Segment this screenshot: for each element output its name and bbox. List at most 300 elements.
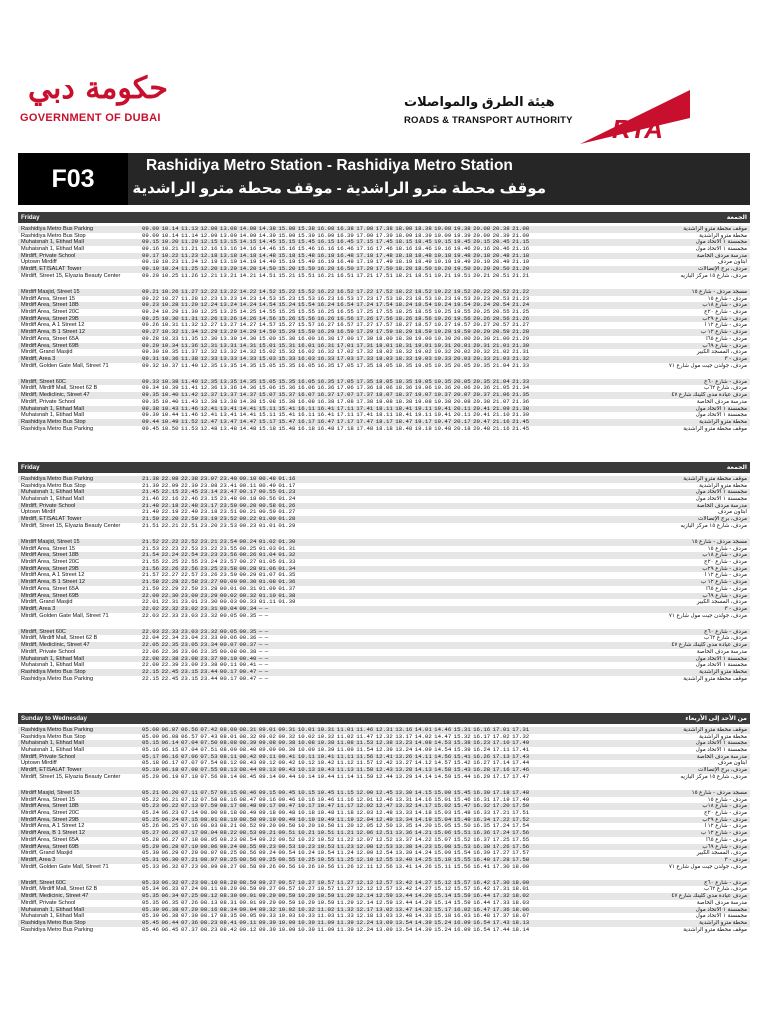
stop-name-english: Mirdiff, Street 15, Elyazia Beauty Center <box>21 773 121 780</box>
stop-name-arabic: مردف - شارع ١٨ب <box>702 552 747 559</box>
stop-name-english: Mirdiff, Golden Gate Mall, Street 71 <box>21 863 109 870</box>
departure-times: 05.28 06.27 07.18 08.05 08.23 08.54 09.22 09.52 10.22 10.52 11.22 12.07 12.52 13.37 14.22 15.07 15.52 16.37 17.25 17.55 <box>142 835 530 843</box>
section-header <box>18 462 750 473</box>
schedule-section <box>18 212 750 432</box>
stop-name-english: Mirdiff Area, Street 65A <box>21 335 79 342</box>
stop-name-english: Muhaisnah 1, Etihad Mall <box>21 239 84 246</box>
table-row <box>18 669 750 676</box>
departure-times: 09.39 10.44 11.46 12.41 13.41 14.41 15.11 15.41 16.11 16.41 17.11 17.41 18.11 18.41 19.11 19.41 20.11 20.41 21.10 21.39 <box>142 411 530 419</box>
stop-name-arabic: مردف - شارع ١٢ أ <box>704 572 747 579</box>
table-row <box>18 566 750 573</box>
stop-name-english: Mirdiff, Mediclinic, Street 47 <box>21 392 90 399</box>
table-row <box>18 579 750 586</box>
stop-name-arabic: موقف محطة مترو الراشدية <box>683 675 747 682</box>
departure-times: 05.35 06.35 07.26 08.13 08.31 09.01 09.29 09.59 10.29 10.59 11.29 12.14 12.59 13.44 14.29 15.14 15.59 16.44 17.33 18.03 <box>142 898 530 906</box>
table-row <box>18 656 750 663</box>
stop-name-arabic: مردف - ٣ <box>724 856 747 863</box>
rta-name-arabic: هيئة الطرق والمواصلات <box>404 94 555 109</box>
departure-times: 22.05 22.35 23.05 23.34 00.07 00.37 — — <box>142 641 269 649</box>
stop-name-arabic: مردف - شارع ٦٠ج <box>704 378 747 385</box>
stop-name-arabic: مردف، شارع ٦٢ب <box>703 385 747 392</box>
rta-logo-icon <box>574 88 690 144</box>
stop-name-arabic: مسجد مردف - شارع ١٥ <box>691 790 747 796</box>
table-row <box>18 572 750 579</box>
table-row <box>18 559 750 566</box>
stop-name-english: Mirdiff Masjid, Street 15 <box>21 539 80 545</box>
rta-logo-block <box>404 88 764 148</box>
stop-name-arabic: مردف، شارع ٦٢ب <box>703 635 747 642</box>
departure-times: 21.39 22.09 22.39 23.08 23.41 00.11 00.49 01.17 <box>142 481 296 489</box>
departure-times: 05.19 06.18 07.08 07.55 08.13 08.44 09.13 09.43 10.13 10.43 11.13 11.58 12.43 13.28 14.13 14.58 15.43 16.28 17.16 17.46 <box>142 766 530 774</box>
stop-name-arabic: مجمسنة ١ الاتحاد مول <box>695 489 747 496</box>
stop-name-english: Mirdiff, Mirdiff Mall, Street 62 B <box>21 886 98 893</box>
stop-name-arabic: مردف - شارع ٦٥أ <box>706 335 747 342</box>
stop-name-arabic: مردف - شارع ١٨ب <box>702 803 747 810</box>
stop-name-arabic: مردف - شارع ٢٩ب <box>702 565 747 572</box>
stop-name-arabic: مردف، شارع ١٥ مركز اليازيه <box>680 773 747 780</box>
stop-name-english: Mirdiff Area, Street 20C <box>21 309 80 316</box>
stop-name-arabic: مردف - شارع ٦٩ب <box>702 592 747 599</box>
stop-name-arabic: موقف محطة مترو الراشدية <box>683 476 747 482</box>
departure-times: 09.19 10.24 11.25 12.20 13.20 14.20 14.50 15.20 15.50 16.20 16.50 17.20 17.50 18.20 18.50 19.20 19.50 20.20 20.50 21.20 <box>142 265 530 273</box>
departure-times: 09.30 10.35 11.37 12.32 13.32 14.32 15.02 15.32 16.02 16.32 17.02 17.32 18.02 18.32 19.02 19.32 20.02 20.32 21.02 21.31 <box>142 348 530 356</box>
section-label-arabic: الجمعة <box>726 213 747 221</box>
stop-name-english: Mirdiff Area, A 1 Street 12 <box>21 322 85 329</box>
table-row <box>18 489 750 496</box>
departure-times: 22.15 22.45 23.15 23.44 00.17 00.47 — — <box>142 667 269 675</box>
stop-name-arabic: موقف محطة مترو الراشدية <box>683 926 747 933</box>
table-row <box>18 516 750 523</box>
stop-name-english: Mirdiff, Street 60C <box>21 879 66 886</box>
rta-logo-text: RTA <box>612 114 664 144</box>
table-row <box>18 676 750 683</box>
stop-name-english: Mirdiff, Mediclinic, Street 47 <box>21 642 90 649</box>
departure-times: 22.08 22.38 23.08 23.37 00.10 00.40 — — <box>142 654 269 662</box>
departure-times: 09.16 10.21 11.21 12.16 13.16 14.16 14.46 15.16 15.46 16.16 16.46 17.16 17.46 18.16 18.46 19.16 19.46 20.16 20.46 21.16 <box>142 245 530 253</box>
stop-name-arabic: مردف - شارع ٦٩ب <box>702 843 747 850</box>
departure-times: 05.21 06.20 07.11 07.57 08.15 08.46 09.15 09.45 10.15 10.45 11.15 12.00 12.45 13.30 14.15 15.00 15.45 16.30 17.18 17.48 <box>142 789 530 796</box>
table-row <box>18 426 750 433</box>
stop-name-english: Mirdiff, ETISALAT Tower <box>21 266 82 273</box>
section-label-english: Friday <box>21 213 40 221</box>
stop-name-english: Muhaisnah 1, Etihad Mall <box>21 405 84 412</box>
stop-name-english: Mirdiff, Private School <box>21 398 76 405</box>
departure-times: 05.31 06.30 07.21 08.07 08.25 08.56 09.25 09.55 10.25 10.55 11.25 12.10 12.55 13.40 14.25 15.10 15.55 16.40 17.28 17.58 <box>142 855 530 863</box>
departure-times: 09.27 10.32 11.34 12.29 13.29 14.29 14.59 15.29 15.59 16.29 16.59 17.29 17.59 18.29 18.59 19.29 19.59 20.29 20.59 21.28 <box>142 328 530 336</box>
stop-name-english: Mirdiff, Private School <box>21 648 76 655</box>
stop-name-english: Mirdiff Area, Street 69B <box>21 843 79 850</box>
stop-name-english: Mirdiff, Street 60C <box>21 378 66 385</box>
stop-name-english: Mirdiff Area, Street 29B <box>21 816 79 823</box>
stop-name-arabic: مسجد مردف - شارع ١٥ <box>691 289 747 295</box>
departure-times: 09.09 10.14 11.14 12.09 13.09 14.09 14.39 15.09 15.39 16.09 16.39 17.09 17.39 18.09 18.39 19.09 19.39 20.09 20.39 21.09 <box>142 231 530 239</box>
departure-times: 09.28 10.33 11.35 12.30 13.30 14.30 15.00 15.30 16.00 16.30 17.00 17.30 18.00 18.30 19.00 19.30 20.00 20.30 21.00 21.29 <box>142 334 530 342</box>
table-row <box>18 483 750 490</box>
departure-times: 05.27 06.26 07.17 08.04 08.22 08.53 09.21 09.51 10.21 10.51 11.21 12.06 12.51 13.36 14.21 15.06 15.51 16.36 17.24 17.56 <box>142 829 530 837</box>
section-header <box>18 713 750 724</box>
route-title-band <box>18 153 750 205</box>
departure-times: 21.58 22.28 22.58 23.27 00.00 00.30 01.08 01.36 <box>142 578 296 586</box>
stop-name-arabic: مردف، جولدن جيت مول شارع ٧١ <box>668 362 747 369</box>
stop-name-arabic: مردف، برج الإتصالات <box>698 767 747 774</box>
departure-times: 05.24 06.23 07.14 08.00 08.18 08.49 09.18 09.48 10.18 10.48 11.18 12.03 12.48 13.33 14.18 15.03 15.48 16.33 17.21 17.51 <box>142 809 530 817</box>
departure-times: 09.38 10.43 11.46 12.41 13.41 14.41 15.11 15.41 16.11 16.41 17.11 17.41 18.11 18.41 19.11 19.41 20.11 20.41 21.09 21.38 <box>142 404 530 412</box>
stop-name-arabic: مردف - شارع ٦٩ب <box>702 342 747 349</box>
stop-name-arabic: مجمسنة ١ الاتحاد مول <box>695 906 747 913</box>
departure-times: 05.25 06.24 07.15 08.01 08.19 08.50 09.19 09.49 10.19 10.49 11.19 12.04 12.49 13.34 14.19 15.04 15.49 16.34 17.22 17.52 <box>142 815 530 823</box>
stop-name-english: Mirdiff, Medicinic, Street 47 <box>21 893 89 900</box>
table-row <box>18 662 750 669</box>
departure-times: 05.39 06.38 07.29 08.16 08.34 09.04 09.32 10.02 10.32 11.02 11.32 12.17 13.02 13.47 14.32 15.17 16.02 16.47 17.36 18.06 <box>142 905 530 913</box>
stop-name-english: Mirdiff, Street 15, Elyazia Beauty Center <box>21 272 121 279</box>
stop-name-arabic: مردف - شارع ٦٠ج <box>704 879 747 886</box>
stop-name-english: Rashidiya Metro Bus Stop <box>21 232 86 239</box>
table-row <box>18 635 750 642</box>
stop-name-english: Uptown Mirdiff <box>21 760 57 767</box>
stop-name-arabic: أبتاون مردف <box>717 760 747 767</box>
stop-name-english: Muhaisnah 1, Etihad Mall <box>21 913 84 920</box>
departure-times: 21.52 22.22 22.52 23.21 23.54 00.24 01.02 01.30 <box>142 538 296 545</box>
stop-name-arabic: محطة مترو الراشدية <box>699 418 747 425</box>
table-row <box>18 586 750 593</box>
departure-times: 05.20 06.19 07.10 07.56 08.14 08.45 09.14 09.44 10.14 10.44 11.14 11.59 12.44 13.29 14.14 14.59 15.44 16.29 17.17 17.47 <box>142 772 530 780</box>
stop-name-english: Mirdiff, Golden Gate Mall, Street 71 <box>21 362 109 369</box>
route-title-arabic: موقف محطة مترو الراشدية - موقف محطة مترو الراشدية <box>132 180 546 197</box>
stop-name-arabic: مدرسة مردف الخاصة <box>696 899 747 906</box>
stop-name-arabic: مردف - شارع ٦٠ج <box>704 628 747 635</box>
stop-name-arabic: مجمسنة ١ الاتحاد مول <box>695 747 747 754</box>
departure-times: 09.35 10.40 11.43 12.38 13.38 14.38 15.08 15.38 16.08 16.38 17.08 17.38 18.08 18.38 19.08 19.38 20.08 20.38 21.07 21.36 <box>142 397 530 405</box>
stop-name-arabic: مردف، شارع ٦٢ب <box>703 886 747 893</box>
table-row <box>18 642 750 649</box>
table-row <box>18 476 750 483</box>
stop-name-arabic: مردف - ٣ <box>724 355 747 362</box>
stop-name-english: Rashidiya Metro Bus Stop <box>21 733 86 740</box>
departure-times: 05.46 06.45 07.37 08.23 08.42 09.12 09.39 10.09 10.39 11.09 11.39 12.24 13.09 13.54 14.39 15.24 16.09 16.54 17.44 18.14 <box>142 925 530 933</box>
table-row <box>18 523 750 536</box>
table-row <box>18 503 750 510</box>
departure-times: 09.20 10.25 11.26 12.21 13.21 14.21 14.51 15.21 15.51 16.21 16.51 17.21 17.51 18.21 18.51 19.21 19.51 20.21 20.51 21.21 <box>142 271 530 279</box>
stop-name-arabic: أبتاون مردف <box>717 509 747 516</box>
table-row <box>18 606 750 613</box>
departure-times: 05.45 06.44 07.36 08.23 08.41 09.11 09.39 10.09 10.39 11.09 11.39 12.24 13.09 13.54 14.39 15.24 16.09 16.54 17.43 18.13 <box>142 918 530 926</box>
stop-name-english: Mirdiff Area, Street 65A <box>21 836 79 843</box>
table-row <box>18 864 750 877</box>
stop-name-english: Mirdiff Area, Street 65A <box>21 585 79 592</box>
departure-times: 22.00 22.30 23.00 23.29 00.02 00.32 01.10 01.38 <box>142 591 296 599</box>
departure-times: 09.15 10.20 11.20 12.15 13.15 14.15 14.45 15.15 15.45 16.15 16.45 17.15 17.45 18.15 18.45 19.15 19.45 20.15 20.45 21.15 <box>142 238 530 246</box>
stop-name-arabic: مجمسنة ١ الاتحاد مول <box>695 496 747 503</box>
section-label-arabic: من الأحد إلى الأربعاء <box>685 714 747 722</box>
stop-name-english: Mirdiff, Grand Masjid <box>21 599 73 606</box>
departure-times: 05.23 06.22 07.13 07.59 08.17 08.48 09.17 09.47 10.17 10.47 11.17 12.02 12.47 13.32 14.17 15.02 15.47 16.32 17.20 17.50 <box>142 802 530 810</box>
stop-name-english: Mirdiff, Private School <box>21 252 76 259</box>
stop-name-arabic: مردف - شارع ١٨ب <box>702 302 747 309</box>
stop-name-arabic: مجمسنة ١ الاتحاد مول <box>695 913 747 920</box>
stop-name-english: Rashidiya Metro Bus Stop <box>21 919 86 926</box>
stop-name-english: Mirdiff, Grand Masjid <box>21 850 73 857</box>
departure-times: 21.57 22.27 22.57 23.26 23.59 00.29 01.07 01.35 <box>142 571 296 579</box>
departure-times: 22.01 22.31 23.01 23.30 00.03 00.33 01.11 01.39 <box>142 598 296 606</box>
departure-times: 21.50 22.20 22.50 23.19 23.52 00.22 01.00 01.28 <box>142 515 296 523</box>
stop-name-english: Mirdiff Area, B 1 Street 12 <box>21 329 85 336</box>
departure-times: 09.23 10.28 11.29 12.24 13.24 14.24 14.54 15.24 15.54 16.24 16.54 17.24 17.54 18.24 18.54 19.24 19.54 20.24 20.54 21.24 <box>142 301 530 309</box>
stop-name-english: Mirdiff Area, A 1 Street 12 <box>21 572 85 579</box>
departure-times: 05.26 06.25 07.16 08.03 08.21 08.52 09.20 09.50 10.20 10.50 11.20 12.05 12.50 13.35 14.20 15.05 15.50 16.35 17.24 17.54 <box>142 822 530 830</box>
table-row <box>18 363 750 376</box>
departure-times: 09.18 10.23 11.24 12.19 13.19 14.19 14.49 15.19 15.49 16.19 16.49 17.19 17.49 18.19 18.49 19.19 19.49 20.19 20.49 21.19 <box>142 258 530 266</box>
stop-name-arabic: مردف - شارع ١٥ <box>707 295 747 302</box>
stop-name-english: Mirdiff Area, Street 29B <box>21 565 79 572</box>
stop-name-english: Mirdiff Area, Street 20C <box>21 559 80 566</box>
departure-times: 09.34 10.39 11.41 12.36 13.36 14.36 15.06 15.36 16.06 16.36 17.06 17.36 18.06 18.36 19.06 19.36 20.06 20.36 21.05 21.34 <box>142 384 530 392</box>
stop-name-arabic: موقف محطة مترو الراشدية <box>683 425 747 432</box>
stop-name-arabic: مردف - شارع ٢٠ج <box>704 810 747 817</box>
stop-name-arabic: مجمسنة ١ الاتحاد مول <box>695 662 747 669</box>
stop-name-arabic: مردف، برج الإتصالات <box>698 516 747 523</box>
stop-name-arabic: مردف، جولدن جيت مول شارع ٧١ <box>668 863 747 870</box>
stop-name-english: Mirdiff, ETISALAT Tower <box>21 516 82 523</box>
table-row <box>18 539 750 546</box>
table-row <box>18 509 750 516</box>
stop-name-arabic: مجمسنة ١ الاتحاد مول <box>695 405 747 412</box>
departure-times: 22.02 22.32 23.02 23.31 00.04 00.34 — — <box>142 604 269 612</box>
departure-times: 22.15 22.45 23.15 23.44 00.17 00.47 — — <box>142 674 269 682</box>
stop-name-english: Rashidiya Metro Bus Parking <box>21 675 94 682</box>
stop-name-arabic: مردف - شارع ١٢ أ <box>704 823 747 830</box>
stop-name-english: Muhaisnah 1, Etihad Mall <box>21 662 84 669</box>
table-row <box>18 629 750 636</box>
stop-name-english: Mirdiff Area, Street 15 <box>21 796 75 803</box>
stop-name-arabic: مردف - شارع ٢٩ب <box>702 315 747 322</box>
stop-name-english: Mirdiff Area, B 1 Street 12 <box>21 579 85 586</box>
departure-times: 09.22 10.27 11.28 12.23 13.23 14.23 14.53 15.23 15.53 16.23 16.53 17.23 17.53 18.23 18.53 19.23 19.53 20.23 20.53 21.23 <box>142 294 530 302</box>
stop-name-english: Muhaisnah 1, Etihad Mall <box>21 496 84 503</box>
table-row <box>18 613 750 626</box>
stop-name-arabic: مردف، شارع ١٥ مركز اليازيه <box>680 272 747 279</box>
stop-name-arabic: مردف - ٣ <box>724 605 747 612</box>
stop-name-arabic: مردف - شارع ١٥ <box>707 796 747 803</box>
departure-times: 05.08 06.07 06.56 07.42 08.00 08.31 09.01 09.31 10.01 10.31 11.01 11.46 12.31 13.16 14.01 14.46 15.31 16.16 17.01 17.31 <box>142 726 530 733</box>
stop-name-english: Rashidiya Metro Bus Parking <box>21 926 94 933</box>
stop-name-arabic: مدرسة مردف الخاصة <box>696 648 747 655</box>
departure-times: 09.24 10.29 11.30 12.25 13.25 14.25 14.55 15.25 15.55 16.25 16.55 17.25 17.55 18.25 18.55 19.25 19.55 20.25 20.55 21.25 <box>142 308 530 316</box>
section-label-arabic: الجمعة <box>726 463 747 471</box>
departure-times: 09.09 10.14 11.13 12.08 13.08 14.08 14.38 15.08 15.38 16.08 16.38 17.08 17.38 18.08 18.38 19.08 19.38 20.08 20.38 21.08 <box>142 225 530 232</box>
stop-name-arabic: مردف، جولدن جيت مول شارع ٧١ <box>668 612 747 619</box>
gov-logo-arabic: حكومة دبي <box>28 71 168 106</box>
stop-name-arabic: مردف عيادة مدي كلينك شارع ٤٧ <box>671 893 747 900</box>
departure-times: 21.46 22.16 22.46 23.15 23.48 00.18 00.56 01.24 <box>142 495 296 503</box>
stop-name-english: Mirdiff, Mirdiff Mall, Street 62 B <box>21 385 98 392</box>
departure-times: 21.51 22.21 22.51 23.20 23.53 00.23 01.01 01.29 <box>142 521 296 529</box>
stop-name-arabic: مجمسنة ١ الاتحاد مول <box>695 246 747 253</box>
departure-times: 05.30 06.29 07.20 08.07 08.25 08.56 09.24 09.54 10.24 10.54 11.24 12.09 12.54 13.39 14.24 15.09 15.54 16.39 17.27 17.57 <box>142 849 530 857</box>
departure-times: 22.03 22.33 23.03 23.32 00.05 00.35 — — <box>142 627 269 635</box>
stop-name-arabic: مردف، المسجد الكبير <box>696 599 747 606</box>
stop-name-arabic: مردف - شارع ٦٥أ <box>706 836 747 843</box>
stop-name-arabic: محطة مترو الراشدية <box>699 919 747 926</box>
stop-name-english: Muhaisnah 1, Etihad Mall <box>21 906 84 913</box>
stop-name-english: Mirdiff Area, Street 15 <box>21 295 75 302</box>
stop-name-english: Rashidiya Metro Bus Parking <box>21 476 94 482</box>
departure-times: 21.56 22.26 22.56 23.25 23.58 00.28 01.06 01.34 <box>142 564 296 572</box>
stop-name-english: Mirdiff, Golden Gate Mall, Street 71 <box>21 612 109 619</box>
departure-times: 05.09 06.08 06.57 07.43 08.01 08.32 09.02 09.32 10.02 10.32 11.02 11.47 12.32 13.17 14.02 14.47 15.32 16.17 17.02 17.32 <box>142 732 530 740</box>
stop-name-english: Uptown Mirdif <box>21 509 56 516</box>
stop-name-arabic: محطة مترو الراشدية <box>699 232 747 239</box>
stop-name-english: Rashidiya Metro Bus Stop <box>21 482 86 489</box>
departure-times: 21.49 22.19 22.49 23.18 23.51 00.21 00.59 01.27 <box>142 508 296 516</box>
departure-times: 05.39 06.38 07.30 08.17 08.35 09.05 09.33 10.03 10.33 11.03 11.33 12.18 13.03 13.48 14.33 15.18 16.03 16.48 17.37 18.07 <box>142 912 530 920</box>
stop-name-arabic: مدرسة مردف الخاصة <box>696 252 747 259</box>
stop-name-arabic: محطة مترو الراشدية <box>699 482 747 489</box>
departure-times: 05.33 06.32 07.23 08.09 08.27 08.58 09.26 09.56 10.26 10.56 11.26 12.11 12.56 13.41 14.26 15.11 15.56 16.41 17.30 18.00 <box>142 862 530 870</box>
stop-name-english: Muhaisnah 1, Etihad Mall <box>21 655 84 662</box>
departure-times: 05.18 06.17 07.07 07.54 08.12 08.43 09.12 09.42 10.12 10.42 11.12 11.57 12.42 13.27 14.12 14.57 15.42 16.27 17.14 17.44 <box>142 759 530 767</box>
stop-name-arabic: محطة مترو الراشدية <box>699 733 747 740</box>
stop-name-arabic: مردف - شارع ٢٠ج <box>704 559 747 566</box>
stop-name-arabic: مدرسة مردف الخاصة <box>696 398 747 405</box>
departure-times: 21.53 22.23 22.53 23.22 23.55 00.25 01.03 01.31 <box>142 544 296 552</box>
schedule-section <box>18 713 750 933</box>
departure-times: 21.54 22.24 22.54 23.23 23.56 00.26 01.04 01.32 <box>142 551 296 559</box>
departure-times: 05.29 06.28 07.19 08.06 08.24 08.55 09.23 09.53 10.23 10.53 11.23 12.08 12.53 13.38 14.23 15.08 15.53 16.38 17.26 17.56 <box>142 842 530 850</box>
stop-name-arabic: مجمسنة ١ الاتحاد مول <box>695 740 747 747</box>
table-row <box>18 273 750 286</box>
departure-times: 22.04 22.34 23.04 23.33 00.06 00.36 — — <box>142 634 269 642</box>
departure-times: 21.59 22.29 22.59 23.28 00.01 00.31 01.09 01.37 <box>142 584 296 592</box>
stop-name-english: Mirdiff, Private School <box>21 899 76 906</box>
departure-times: 05.33 06.32 07.23 08.10 08.28 08.59 09.27 09.57 10.27 10.57 11.27 12.12 12.57 13.42 14.27 15.12 15.57 16.42 17.30 18.00 <box>142 878 530 886</box>
stop-name-arabic: مردف، المسجد الكبير <box>696 850 747 857</box>
page-header <box>0 0 768 150</box>
stop-name-arabic: مردف - شارع ٢٩ب <box>702 816 747 823</box>
stop-name-english: Mirdiff, Street 15, Elyazia Beauty Center <box>21 522 121 529</box>
stop-name-english: Uptown Mirdiff <box>21 259 57 266</box>
stop-name-arabic: مسجد مردف - شارع ١٥ <box>691 539 747 545</box>
departure-times: 09.32 10.37 11.40 12.35 13.35 14.35 15.05 15.35 16.05 16.35 17.05 17.35 18.05 18.35 19.05 19.35 20.05 20.35 21.04 21.33 <box>142 361 530 369</box>
table-row <box>18 546 750 553</box>
stop-name-arabic: مردف عيادة مدي كلينك شارع ٤٧ <box>671 392 747 399</box>
stop-name-english: Mirdiff Area, Street 18B <box>21 803 79 810</box>
stop-name-arabic: مردف، شارع ١٥ مركز اليازيه <box>680 522 747 529</box>
stop-name-arabic: مردف عيادة مدي كلينك شارع ٤٧ <box>671 642 747 649</box>
stop-name-english: Mirdiff Area, Street 69B <box>21 592 79 599</box>
section-label-english: Friday <box>21 463 40 471</box>
rta-name-english: ROADS & TRANSPORT AUTHORITY <box>404 115 573 126</box>
departure-times: 09.31 10.36 11.38 12.33 13.33 14.33 15.03 15.33 16.03 16.33 17.03 17.33 18.03 18.33 19.03 19.33 20.03 20.33 21.03 21.32 <box>142 354 530 362</box>
table-row <box>18 649 750 656</box>
stop-name-arabic: محطة مترو الراشدية <box>699 668 747 675</box>
departure-times: 05.34 06.33 07.24 08.11 08.29 08.59 09.27 09.57 10.27 10.57 11.27 12.12 12.57 13.42 14.27 15.12 15.57 16.42 17.31 18.01 <box>142 885 530 893</box>
departure-times: 09.44 10.49 11.52 12.47 13.47 14.47 15.17 15.47 16.17 16.47 17.17 17.47 18.17 18.47 19.17 19.47 20.17 20.47 21.16 21.45 <box>142 417 530 425</box>
stop-name-arabic: مدرسة مردف الخاصة <box>696 502 747 509</box>
government-of-dubai-logo <box>18 72 178 124</box>
departure-times: 05.35 06.34 07.25 08.12 08.30 09.01 09.29 09.59 10.29 10.59 11.29 12.14 12.59 13.44 14.29 15.14 15.59 16.44 17.32 18.02 <box>142 892 530 900</box>
departure-times: 22.03 22.33 23.03 23.32 00.05 00.35 — — <box>142 611 269 619</box>
departure-times: 05.22 06.21 07.12 07.58 08.16 08.47 09.16 09.46 10.16 10.46 11.16 12.01 12.46 13.31 14.16 15.01 15.46 16.31 17.19 17.49 <box>142 795 530 803</box>
departure-times: 09.17 10.22 11.23 12.18 13.18 14.18 14.48 15.18 15.48 16.18 16.48 17.18 17.48 18.18 18.48 19.18 19.48 20.18 20.48 21.18 <box>142 251 530 259</box>
departure-times: 22.09 22.39 23.09 23.38 00.11 00.41 — — <box>142 661 269 669</box>
stop-name-arabic: مردف - شارع ٢٠ج <box>704 309 747 316</box>
stop-name-english: Mirdiff, ETISALAT Tower <box>21 767 82 774</box>
stop-name-arabic: مردف - شارع ١٢ ب <box>700 329 747 336</box>
stop-name-english: Rashidiya Metro Bus Parking <box>21 425 94 432</box>
stop-name-arabic: مردف، برج الإتصالات <box>698 266 747 273</box>
departure-times: 09.45 10.50 11.53 12.48 13.48 14.48 15.18 15.48 16.18 16.48 17.18 17.48 18.18 18.48 19.18 19.48 20.18 20.48 21.16 21.45 <box>142 424 530 432</box>
stop-name-english: Mirdiff, Area 3 <box>21 355 56 362</box>
departure-times: 05.16 06.15 07.04 07.51 08.09 08.40 09.09 09.39 10.09 10.39 11.09 11.54 12.39 13.24 14.09 14.54 15.39 16.24 17.11 17.41 <box>142 746 530 754</box>
stop-name-english: Mirdiff Area, B 1 Street 12 <box>21 830 85 837</box>
table-row <box>18 774 750 787</box>
stop-name-english: Muhaisnah 1, Etihad Mall <box>21 412 84 419</box>
stop-name-english: Mirdiff Area, Street 18B <box>21 552 79 559</box>
stop-name-arabic: مجمسنة ١ الاتحاد مول <box>695 655 747 662</box>
table-row <box>18 599 750 606</box>
stop-name-arabic: مجمسنة ١ الاتحاد مول <box>695 239 747 246</box>
stop-name-english: Rashidiya Metro Bus Parking <box>21 226 94 232</box>
gov-logo-english: GOVERNMENT OF DUBAI <box>20 112 161 124</box>
stop-name-arabic: مجمسنة ١ الاتحاد مول <box>695 412 747 419</box>
stop-name-english: Mirdiff Area, Street 18B <box>21 302 79 309</box>
stop-name-english: Mirdiff Area, Street 20C <box>21 810 80 817</box>
departure-times: 21.55 22.25 22.55 23.24 23.57 00.27 01.05 01.33 <box>142 558 296 566</box>
stop-name-english: Mirdiff, Private School <box>21 502 76 509</box>
stop-name-arabic: موقف محطة مترو الراشدية <box>683 226 747 232</box>
stop-name-arabic: موقف محطة مترو الراشدية <box>683 727 747 733</box>
departure-times: 09.25 10.30 11.31 12.26 13.26 14.26 14.56 15.26 15.56 16.26 16.56 17.26 17.56 18.26 18.56 19.26 19.56 20.26 20.56 21.26 <box>142 314 530 322</box>
stop-name-arabic: مردف - شارع ١٢ ب <box>700 830 747 837</box>
stop-name-english: Mirdiff, Area 3 <box>21 605 56 612</box>
table-row <box>18 496 750 503</box>
departure-times: 21.38 22.08 22.38 23.07 23.40 00.10 00.48 01.16 <box>142 475 296 482</box>
stop-name-english: Muhaisnah 1, Etihad Mall <box>21 246 84 253</box>
departure-times: 21.45 22.15 22.45 23.14 23.47 00.17 00.55 01.23 <box>142 488 296 496</box>
stop-name-arabic: مردف - شارع ١٢ ب <box>700 579 747 586</box>
stop-name-english: Muhaisnah 1, Etihad Mall <box>21 489 84 496</box>
stop-name-english: Mirdiff, Mirdiff Mall, Street 62 B <box>21 635 98 642</box>
stop-name-english: Mirdiff, Street 60C <box>21 628 66 635</box>
departure-times: 09.29 10.34 11.36 12.31 13.31 14.31 15.01 15.31 16.01 16.31 17.01 17.31 18.01 18.31 19.01 19.31 20.01 20.31 21.01 21.30 <box>142 341 530 349</box>
stop-name-english: Mirdiff Masjid, Street 15 <box>21 790 80 796</box>
stop-name-english: Mirdiff, Grand Masjid <box>21 349 73 356</box>
departure-times: 09.35 10.40 11.42 12.37 13.37 14.37 15.07 15.37 16.07 16.37 17.07 17.37 18.07 18.37 19.07 19.37 20.07 20.37 21.06 21.35 <box>142 391 530 399</box>
stop-name-arabic: مدرسة مردف الخاصة <box>696 753 747 760</box>
route-title-english: Rashidiya Metro Station - Rashidiya Metro Station <box>146 157 513 174</box>
stop-name-english: Mirdiff Area, A 1 Street 12 <box>21 823 85 830</box>
stop-name-english: Muhaisnah 1, Etihad Mall <box>21 747 84 754</box>
stop-name-english: Rashidiya Metro Bus Parking <box>21 727 94 733</box>
stop-name-english: Muhaisnah 1, Etihad Mall <box>21 740 84 747</box>
stop-name-english: Mirdiff Area, Street 29B <box>21 315 79 322</box>
stop-name-english: Mirdiff Masjid, Street 15 <box>21 289 80 295</box>
departure-times: 09.33 10.38 11.40 12.35 13.35 14.35 15.05 15.35 16.05 16.35 17.05 17.35 18.05 18.35 19.05 19.35 20.05 20.35 21.04 21.33 <box>142 377 530 385</box>
stop-name-english: Rashidiya Metro Bus Stop <box>21 668 86 675</box>
section-header <box>18 212 750 223</box>
departure-times: 05.15 06.14 07.04 07.50 08.08 08.39 09.08 09.38 10.08 10.38 11.08 11.53 12.38 13.23 14.08 14.53 15.38 16.23 17.10 17.40 <box>142 739 530 747</box>
departure-times: 09.21 10.26 11.27 12.22 13.22 14.22 14.52 15.22 15.52 16.22 16.52 17.22 17.52 18.22 18.52 19.22 19.52 20.22 20.52 21.22 <box>142 288 530 295</box>
table-row <box>18 593 750 600</box>
departure-times: 21.48 22.18 22.48 23.17 23.50 00.20 00.58 01.26 <box>142 501 296 509</box>
route-number: F03 <box>18 153 128 205</box>
stop-name-arabic: مردف - شارع ١٥ <box>707 545 747 552</box>
stop-name-arabic: مردف - شارع ٦٥أ <box>706 585 747 592</box>
table-row <box>18 927 750 934</box>
stop-name-english: Rashidiya Metro Bus Stop <box>21 418 86 425</box>
stop-name-arabic: مردف، المسجد الكبير <box>696 349 747 356</box>
departure-times: 22.06 22.36 23.06 23.35 00.08 00.38 — — <box>142 647 269 655</box>
